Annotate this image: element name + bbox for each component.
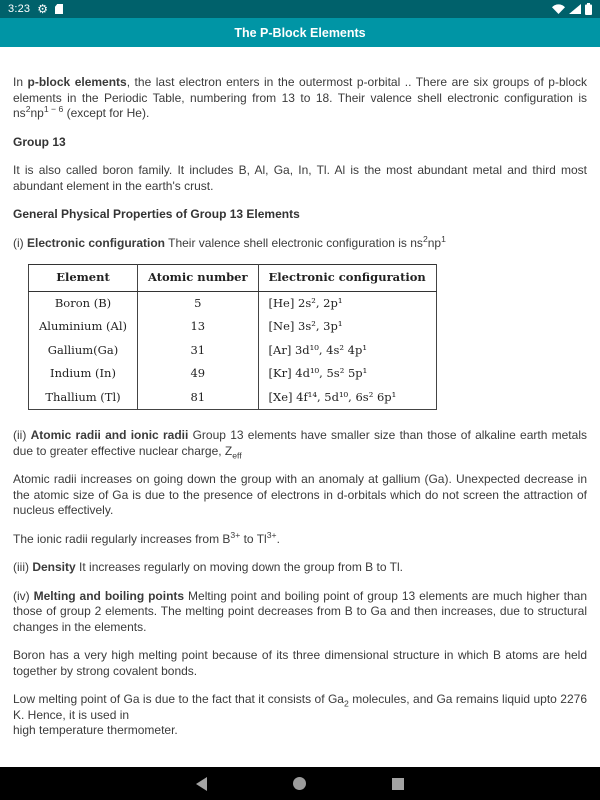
cell-element: Thallium (Tl) xyxy=(29,386,138,410)
paragraph-radii-anomaly: Atomic radii increases on going down the group with an anomaly at gallium (Ga). Unexpected decrease in the atomic size of Ga is due to the presence of electrons in d-orbitals which do not screen the attraction of nucleus effectively. xyxy=(13,472,587,517)
home-icon[interactable] xyxy=(293,777,306,790)
status-bar xyxy=(0,0,600,18)
cell-config: [Kr] 4d¹⁰, 5s² 5p¹ xyxy=(258,362,436,386)
cell-element: Boron (B) xyxy=(29,291,138,315)
paragraph-density: (iii) Density It increases regularly on moving down the group from B to Tl. xyxy=(13,560,403,574)
status-time: 3:23 xyxy=(8,3,31,15)
elements-table xyxy=(28,264,437,410)
paragraph-melting-boiling: (iv) Melting and boiling points Melting point and boiling point of group 13 elements are much higher than those of group 2 elements. The melting point decreases from B to Ga and then increases, due to structural changes in the elements. xyxy=(13,588,588,634)
table-row xyxy=(29,339,437,363)
table-header-element: Element xyxy=(29,265,138,292)
cell-atomic-number: 5 xyxy=(137,291,258,315)
table-header-row xyxy=(29,265,437,292)
signal-icon xyxy=(569,4,581,14)
status-bar-right xyxy=(552,3,592,15)
paragraph-gallium-melting: Low melting point of Ga is due to the fact that it consists of $Ga_2$ molecules, and Ga remains liquid upto 2276 K. Hence, it is used in high temperature thermometer. xyxy=(13,692,587,737)
page-title: The P-Block Elements xyxy=(234,25,366,40)
paragraph-atomic-radii: (ii) Atomic radii and ionic radii Group 13 elements have smaller size than those of alkaline earth metals due to greater effective nuclear charge, $Z_{eff}$ xyxy=(13,428,587,460)
android-nav-bar xyxy=(0,767,600,800)
table-row xyxy=(29,386,437,410)
table-row xyxy=(29,362,437,386)
cell-atomic-number: 13 xyxy=(137,315,258,339)
cell-element: Aluminium (Al) xyxy=(29,315,138,339)
paragraph-ionic-radii: The ionic radii regularly increases from $B^{3+}$ to $Tl^{3+}$. xyxy=(13,529,280,546)
wifi-icon xyxy=(552,4,565,14)
table-header-atomic-number: Atomic number xyxy=(137,265,258,292)
battery-icon xyxy=(585,3,592,15)
gear-icon: ⚙ xyxy=(37,2,48,16)
content-scroll-area[interactable] xyxy=(0,47,600,767)
cell-element: Indium (In) xyxy=(29,362,138,386)
table-header-config: Electronic configuration xyxy=(258,265,436,292)
paragraph-electronic-configuration: (i) Electronic configuration Their valence shell electronic configuration is $ns^2np^1$ xyxy=(13,233,446,250)
heading-group-13: Group 13 xyxy=(13,134,66,149)
paragraph-boron-family: It is also called boron family. It includes B, Al, Ga, In, Tl. Al is the most abundant metal and third most abundant element in the earth's crust. xyxy=(13,163,587,193)
back-icon[interactable] xyxy=(196,777,207,791)
table-row xyxy=(29,315,437,339)
sim-card-icon xyxy=(55,4,63,14)
cell-config: [Ar] 3d¹⁰, 4s² 4p¹ xyxy=(258,339,436,363)
cell-config: [He] 2s², 2p¹ xyxy=(258,291,436,315)
cell-atomic-number: 31 xyxy=(137,339,258,363)
table-row xyxy=(29,291,437,315)
cell-config: [Ne] 3s², 3p¹ xyxy=(258,315,436,339)
app-bar xyxy=(0,18,600,47)
cell-atomic-number: 49 xyxy=(137,362,258,386)
cell-element: Gallium(Ga) xyxy=(29,339,138,363)
cell-config: [Xe] 4f¹⁴, 5d¹⁰, 6s² 6p¹ xyxy=(258,386,436,410)
paragraph-intro: In p-block elements, the last electron enters in the outermost p-orbital .. There are six groups of p-block elements in the Periodic Table, numbering from 13 to 18. Their valence shell electronic configuration is $ns^2np^{1 - 6}$ (except for He). xyxy=(13,75,587,120)
cell-atomic-number: 81 xyxy=(137,386,258,410)
paragraph-boron-melting: Boron has a very high melting point because of its three dimensional structure in which B atoms are held together by strong covalent bonds. xyxy=(13,648,587,678)
heading-general-properties: General Physical Properties of Group 13 Elements xyxy=(13,207,300,221)
recents-icon[interactable] xyxy=(392,778,404,790)
